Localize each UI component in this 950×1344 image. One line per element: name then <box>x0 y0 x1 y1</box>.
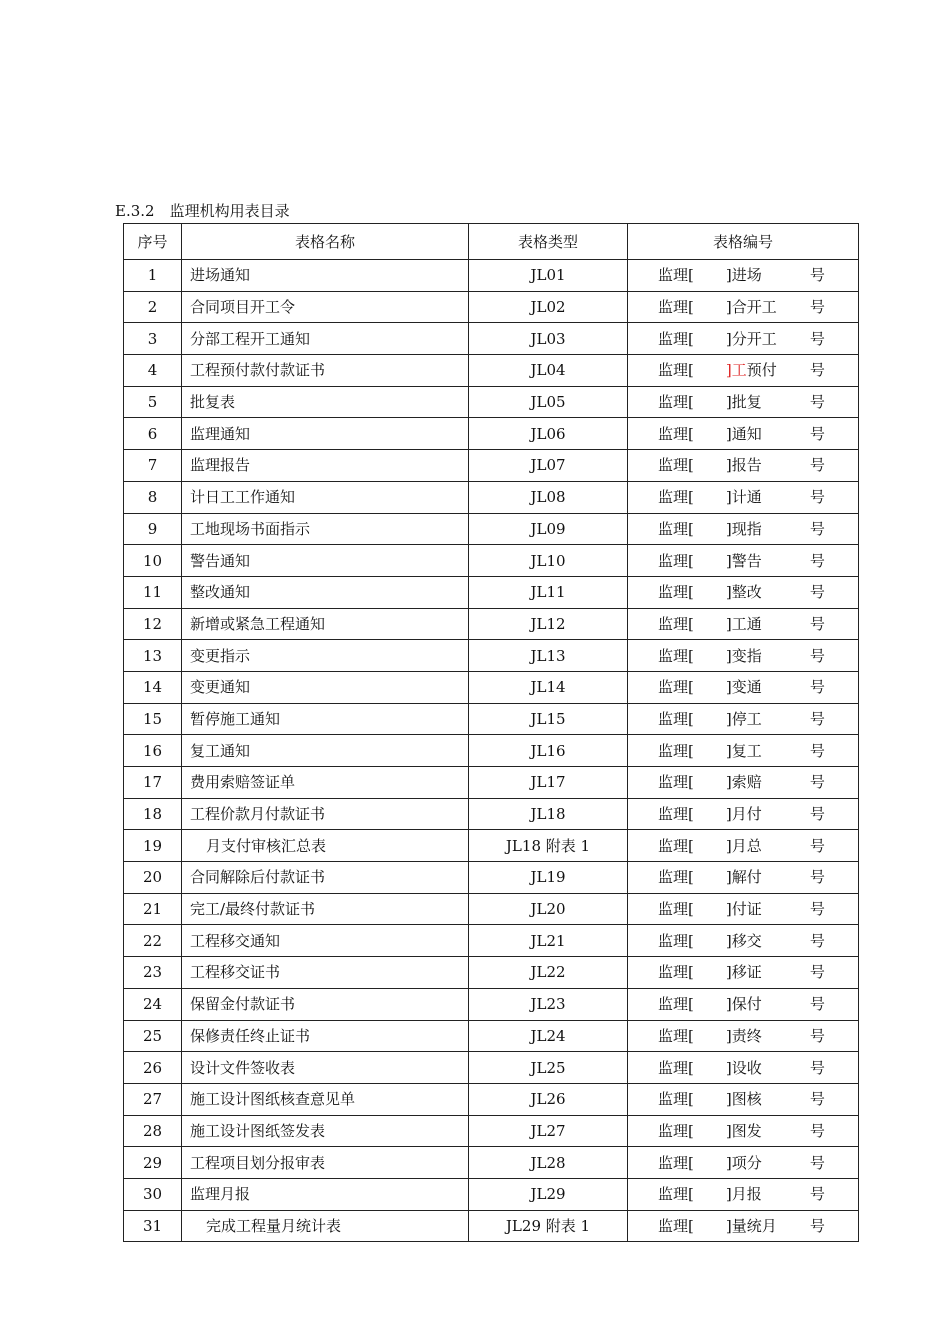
code-format <box>628 553 858 569</box>
code-format <box>628 774 858 790</box>
code-suffix: 号 <box>809 868 825 887</box>
row-name: 月支付审核汇总表 <box>182 830 469 862</box>
header-code: 表格编号 <box>628 224 859 260</box>
row-type: JL29 附表 1 <box>469 1210 628 1242</box>
table-row <box>124 1147 859 1179</box>
row-name: 监理通知 <box>182 418 469 450</box>
code-abbrev: ]月报 <box>725 1185 762 1204</box>
row-type: JL09 <box>469 513 628 545</box>
row-code <box>628 576 859 608</box>
row-code <box>628 893 859 925</box>
row-no: 17 <box>124 767 182 799</box>
row-type: JL07 <box>469 450 628 482</box>
table-row <box>124 576 859 608</box>
row-no: 18 <box>124 798 182 830</box>
row-no: 13 <box>124 640 182 672</box>
row-code <box>628 1052 859 1084</box>
code-format <box>628 299 858 315</box>
row-name: 完成工程量月统计表 <box>182 1210 469 1242</box>
row-type: JL08 <box>469 481 628 513</box>
row-no: 26 <box>124 1052 182 1084</box>
code-suffix: 号 <box>809 266 825 285</box>
table-row <box>124 640 859 672</box>
row-type: JL03 <box>469 323 628 355</box>
row-no: 22 <box>124 925 182 957</box>
code-format <box>628 933 858 949</box>
table-row <box>124 291 859 323</box>
code-prefix: 监理[ <box>658 836 694 855</box>
row-code <box>628 323 859 355</box>
row-name: 保留金付款证书 <box>182 988 469 1020</box>
code-abbrev-highlight: ]工 <box>725 361 747 380</box>
row-no: 14 <box>124 671 182 703</box>
code-prefix: 监理[ <box>658 329 694 348</box>
code-suffix: 号 <box>809 583 825 602</box>
row-no: 19 <box>124 830 182 862</box>
table-row <box>124 798 859 830</box>
row-code <box>628 830 859 862</box>
table-row <box>124 418 859 450</box>
code-format <box>628 996 858 1012</box>
row-name: 保修责任终止证书 <box>182 1020 469 1052</box>
table-row <box>124 1083 859 1115</box>
row-no: 9 <box>124 513 182 545</box>
row-no: 6 <box>124 418 182 450</box>
code-abbrev: ]移证 <box>725 963 762 982</box>
row-code <box>628 798 859 830</box>
code-format <box>628 521 858 537</box>
table-row <box>124 323 859 355</box>
code-suffix: 号 <box>809 1121 825 1140</box>
code-prefix: 监理[ <box>658 1216 694 1235</box>
table-row <box>124 830 859 862</box>
row-name: 工程移交通知 <box>182 925 469 957</box>
row-code <box>628 386 859 418</box>
code-format <box>628 489 858 505</box>
row-name: 合同项目开工令 <box>182 291 469 323</box>
code-prefix: 监理[ <box>658 995 694 1014</box>
header-no: 序号 <box>124 224 182 260</box>
code-suffix: 号 <box>809 488 825 507</box>
code-format <box>628 964 858 980</box>
row-type: JL12 <box>469 608 628 640</box>
row-type: JL02 <box>469 291 628 323</box>
table-body <box>124 260 859 1242</box>
code-abbrev: ]现指 <box>725 519 762 538</box>
table-row <box>124 1115 859 1147</box>
row-code <box>628 291 859 323</box>
table-row <box>124 735 859 767</box>
code-prefix: 监理[ <box>658 773 694 792</box>
code-suffix: 号 <box>809 646 825 665</box>
code-abbrev: ]付证 <box>725 900 762 919</box>
row-no: 2 <box>124 291 182 323</box>
row-type: JL22 <box>469 957 628 989</box>
code-suffix: 号 <box>809 361 825 380</box>
row-type: JL18 附表 1 <box>469 830 628 862</box>
table-row <box>124 1210 859 1242</box>
code-abbrev: ]批复 <box>725 393 762 412</box>
code-abbrev: ]月总 <box>725 836 762 855</box>
row-name: 监理报告 <box>182 450 469 482</box>
code-suffix: 号 <box>809 519 825 538</box>
code-prefix: 监理[ <box>658 614 694 633</box>
row-code <box>628 703 859 735</box>
code-prefix: 监理[ <box>658 646 694 665</box>
row-type: JL28 <box>469 1147 628 1179</box>
code-suffix: 号 <box>809 1216 825 1235</box>
code-suffix: 号 <box>809 1058 825 1077</box>
code-suffix: 号 <box>809 836 825 855</box>
row-code <box>628 1178 859 1210</box>
row-name: 费用索赔签证单 <box>182 767 469 799</box>
code-suffix: 号 <box>809 741 825 760</box>
table-row <box>124 1020 859 1052</box>
code-prefix: 监理[ <box>658 1121 694 1140</box>
row-no: 25 <box>124 1020 182 1052</box>
row-type: JL27 <box>469 1115 628 1147</box>
code-format <box>628 1123 858 1139</box>
code-abbrev <box>726 362 810 378</box>
code-prefix: 监理[ <box>658 519 694 538</box>
row-type: JL17 <box>469 767 628 799</box>
row-no: 21 <box>124 893 182 925</box>
code-format <box>628 901 858 917</box>
row-type: JL11 <box>469 576 628 608</box>
code-abbrev: ]计通 <box>725 488 762 507</box>
row-no: 11 <box>124 576 182 608</box>
table-caption: E.3.2 监理机构用表目录 <box>115 202 290 220</box>
code-abbrev-rest: 预付 <box>746 361 777 380</box>
code-suffix: 号 <box>809 773 825 792</box>
code-format <box>628 426 858 442</box>
code-format <box>628 648 858 664</box>
code-abbrev: ]整改 <box>725 583 762 602</box>
code-abbrev: ]月付 <box>725 805 762 824</box>
code-abbrev: ]图发 <box>725 1121 762 1140</box>
row-code <box>628 988 859 1020</box>
code-prefix: 监理[ <box>658 868 694 887</box>
code-format <box>628 869 858 885</box>
row-name: 新增或紧急工程通知 <box>182 608 469 640</box>
code-abbrev: ]报告 <box>725 456 762 475</box>
code-abbrev: ]变通 <box>725 678 762 697</box>
row-type: JL14 <box>469 671 628 703</box>
row-name: 完工/最终付款证书 <box>182 893 469 925</box>
row-no: 31 <box>124 1210 182 1242</box>
code-prefix: 监理[ <box>658 1153 694 1172</box>
code-suffix: 号 <box>809 900 825 919</box>
code-prefix: 监理[ <box>658 551 694 570</box>
row-no: 15 <box>124 703 182 735</box>
row-code <box>628 355 859 387</box>
code-prefix: 监理[ <box>658 1026 694 1045</box>
header-type: 表格类型 <box>469 224 628 260</box>
table-row <box>124 608 859 640</box>
row-code <box>628 862 859 894</box>
row-name: 变更通知 <box>182 671 469 703</box>
row-type: JL25 <box>469 1052 628 1084</box>
row-type: JL10 <box>469 545 628 577</box>
code-format <box>628 616 858 632</box>
row-type: JL18 <box>469 798 628 830</box>
row-no: 12 <box>124 608 182 640</box>
code-prefix: 监理[ <box>658 805 694 824</box>
code-suffix: 号 <box>809 551 825 570</box>
table-row <box>124 957 859 989</box>
row-name: 进场通知 <box>182 260 469 292</box>
row-name: 警告通知 <box>182 545 469 577</box>
row-no: 30 <box>124 1178 182 1210</box>
row-type: JL20 <box>469 893 628 925</box>
row-code <box>628 1083 859 1115</box>
code-suffix: 号 <box>809 614 825 633</box>
code-prefix: 监理[ <box>658 1090 694 1109</box>
row-name: 变更指示 <box>182 640 469 672</box>
code-abbrev: ]分开工 <box>725 329 777 348</box>
code-format <box>628 584 858 600</box>
row-no: 5 <box>124 386 182 418</box>
row-type: JL13 <box>469 640 628 672</box>
table-row <box>124 671 859 703</box>
code-format <box>628 457 858 473</box>
code-abbrev: ]警告 <box>725 551 762 570</box>
row-no: 23 <box>124 957 182 989</box>
code-abbrev: ]解付 <box>725 868 762 887</box>
code-prefix: 监理[ <box>658 1058 694 1077</box>
code-suffix: 号 <box>809 298 825 317</box>
table-row <box>124 925 859 957</box>
code-suffix: 号 <box>809 931 825 950</box>
code-abbrev: ]设收 <box>725 1058 762 1077</box>
table-row <box>124 260 859 292</box>
row-code <box>628 1115 859 1147</box>
row-type: JL29 <box>469 1178 628 1210</box>
code-prefix: 监理[ <box>658 488 694 507</box>
code-suffix: 号 <box>809 709 825 728</box>
form-catalog-table <box>123 223 859 1242</box>
row-code <box>628 608 859 640</box>
code-format <box>628 1028 858 1044</box>
code-format <box>628 394 858 410</box>
table-row <box>124 481 859 513</box>
table-row <box>124 1178 859 1210</box>
row-code <box>628 1210 859 1242</box>
code-suffix: 号 <box>809 456 825 475</box>
code-abbrev: ]通知 <box>725 424 762 443</box>
code-format <box>628 1186 858 1202</box>
row-name: 工程预付款付款证书 <box>182 355 469 387</box>
row-name: 整改通知 <box>182 576 469 608</box>
row-name: 设计文件签收表 <box>182 1052 469 1084</box>
code-prefix: 监理[ <box>658 393 694 412</box>
code-abbrev: ]项分 <box>725 1153 762 1172</box>
row-name: 工程价款月付款证书 <box>182 798 469 830</box>
code-format <box>628 1155 858 1171</box>
row-code <box>628 481 859 513</box>
row-no: 3 <box>124 323 182 355</box>
row-no: 24 <box>124 988 182 1020</box>
code-suffix: 号 <box>809 1185 825 1204</box>
code-abbrev: ]进场 <box>725 266 762 285</box>
row-type: JL16 <box>469 735 628 767</box>
row-code <box>628 671 859 703</box>
row-type: JL23 <box>469 988 628 1020</box>
row-name: 施工设计图纸核查意见单 <box>182 1083 469 1115</box>
code-format <box>628 1218 858 1234</box>
code-abbrev: ]工通 <box>725 614 762 633</box>
row-type: JL05 <box>469 386 628 418</box>
row-type: JL24 <box>469 1020 628 1052</box>
code-abbrev: ]复工 <box>725 741 762 760</box>
code-abbrev: ]变指 <box>725 646 762 665</box>
row-code <box>628 957 859 989</box>
row-name: 批复表 <box>182 386 469 418</box>
code-suffix: 号 <box>809 995 825 1014</box>
row-type: JL19 <box>469 862 628 894</box>
code-suffix: 号 <box>809 329 825 348</box>
code-suffix: 号 <box>809 1026 825 1045</box>
code-suffix: 号 <box>809 1153 825 1172</box>
code-suffix: 号 <box>809 393 825 412</box>
row-name: 暂停施工通知 <box>182 703 469 735</box>
code-abbrev: ]图核 <box>725 1090 762 1109</box>
code-format <box>628 267 858 283</box>
row-name: 监理月报 <box>182 1178 469 1210</box>
row-no: 20 <box>124 862 182 894</box>
code-format <box>628 1091 858 1107</box>
code-prefix: 监理[ <box>658 298 694 317</box>
row-code <box>628 545 859 577</box>
table-row <box>124 767 859 799</box>
table-row <box>124 862 859 894</box>
row-code <box>628 260 859 292</box>
row-no: 8 <box>124 481 182 513</box>
code-format <box>628 362 858 378</box>
code-prefix: 监理[ <box>658 709 694 728</box>
row-type: JL26 <box>469 1083 628 1115</box>
row-name: 合同解除后付款证书 <box>182 862 469 894</box>
row-name: 复工通知 <box>182 735 469 767</box>
code-format <box>628 331 858 347</box>
code-prefix: 监理[ <box>658 963 694 982</box>
code-abbrev: ]量统月 <box>725 1216 777 1235</box>
row-type: JL21 <box>469 925 628 957</box>
code-suffix: 号 <box>809 1090 825 1109</box>
row-code <box>628 1147 859 1179</box>
code-prefix: 监理[ <box>658 456 694 475</box>
code-format <box>628 1060 858 1076</box>
row-no: 4 <box>124 355 182 387</box>
row-code <box>628 735 859 767</box>
row-code <box>628 925 859 957</box>
row-no: 28 <box>124 1115 182 1147</box>
code-format <box>628 711 858 727</box>
row-no: 1 <box>124 260 182 292</box>
table-row <box>124 513 859 545</box>
table-row <box>124 450 859 482</box>
code-prefix: 监理[ <box>658 424 694 443</box>
table-row <box>124 545 859 577</box>
table-row <box>124 355 859 387</box>
code-suffix: 号 <box>809 678 825 697</box>
table-row <box>124 893 859 925</box>
row-no: 16 <box>124 735 182 767</box>
row-code <box>628 1020 859 1052</box>
code-suffix: 号 <box>809 424 825 443</box>
code-abbrev: ]移交 <box>725 931 762 950</box>
code-prefix: 监理[ <box>658 266 694 285</box>
code-abbrev: ]保付 <box>725 995 762 1014</box>
code-format <box>628 679 858 695</box>
row-name: 工地现场书面指示 <box>182 513 469 545</box>
code-suffix: 号 <box>809 805 825 824</box>
table-row <box>124 703 859 735</box>
code-abbrev: ]合开工 <box>725 298 777 317</box>
code-prefix: 监理[ <box>658 931 694 950</box>
row-no: 29 <box>124 1147 182 1179</box>
row-name: 工程移交证书 <box>182 957 469 989</box>
code-prefix: 监理[ <box>658 900 694 919</box>
table-row <box>124 988 859 1020</box>
table-header-row <box>124 224 859 260</box>
row-type: JL04 <box>469 355 628 387</box>
row-no: 27 <box>124 1083 182 1115</box>
row-code <box>628 513 859 545</box>
code-abbrev: ]责终 <box>725 1026 762 1045</box>
code-suffix: 号 <box>809 963 825 982</box>
table-row <box>124 1052 859 1084</box>
row-name: 工程项目划分报审表 <box>182 1147 469 1179</box>
row-code <box>628 767 859 799</box>
row-type: JL15 <box>469 703 628 735</box>
row-type: JL01 <box>469 260 628 292</box>
code-format <box>628 806 858 822</box>
row-name: 计日工工作通知 <box>182 481 469 513</box>
row-name: 分部工程开工通知 <box>182 323 469 355</box>
table-row <box>124 386 859 418</box>
code-prefix: 监理[ <box>658 361 694 380</box>
row-type: JL06 <box>469 418 628 450</box>
code-abbrev: ]索赔 <box>725 773 762 792</box>
header-name: 表格名称 <box>182 224 469 260</box>
row-code <box>628 450 859 482</box>
code-prefix: 监理[ <box>658 583 694 602</box>
row-no: 10 <box>124 545 182 577</box>
code-format <box>628 838 858 854</box>
code-abbrev: ]停工 <box>725 709 762 728</box>
row-code <box>628 640 859 672</box>
code-prefix: 监理[ <box>658 1185 694 1204</box>
row-no: 7 <box>124 450 182 482</box>
row-name: 施工设计图纸签发表 <box>182 1115 469 1147</box>
code-prefix: 监理[ <box>658 741 694 760</box>
code-prefix: 监理[ <box>658 678 694 697</box>
row-code <box>628 418 859 450</box>
code-format <box>628 743 858 759</box>
